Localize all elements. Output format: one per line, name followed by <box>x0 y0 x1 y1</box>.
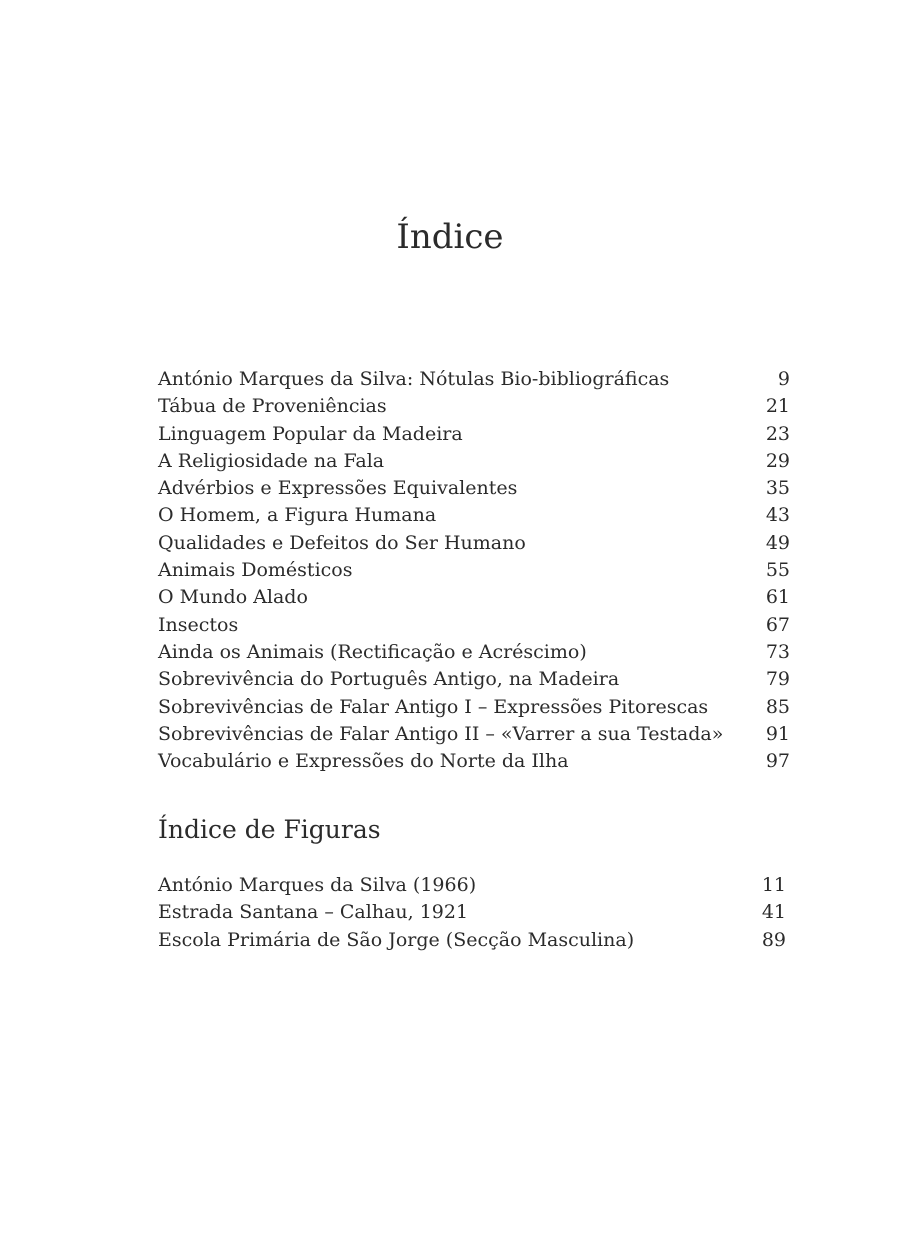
toc-entry-page: 49 <box>765 531 790 554</box>
toc-entry <box>158 502 790 529</box>
toc-entry-label: António Marques da Silva: Nótulas Bio-bibliográficas <box>158 368 670 390</box>
toc-entry <box>158 639 790 666</box>
table-of-contents <box>158 366 790 775</box>
toc-entry-page: 91 <box>765 722 790 745</box>
toc-entry <box>158 475 790 502</box>
toc-entry-page: 61 <box>765 586 790 609</box>
toc-entry-page: 23 <box>765 422 790 445</box>
toc-entry-page: 79 <box>765 668 790 691</box>
toc-entry-label: Sobrevivências de Falar Antigo II – «Varrer a sua Testada» <box>158 722 724 745</box>
toc-entry <box>158 421 790 448</box>
toc-entry <box>158 612 790 639</box>
toc-entry <box>158 721 790 748</box>
toc-entry-label: Ainda os Animais (Rectificação e Acréscimo) <box>158 640 587 663</box>
toc-entry-label: Sobrevivências de Falar Antigo I – Expressões Pitorescas <box>158 695 709 718</box>
toc-entry-label: Sobrevivência do Português Antigo, na Madeira <box>158 668 620 691</box>
toc-entry-page: 35 <box>765 477 790 500</box>
toc-entry-page: 97 <box>765 750 790 773</box>
toc-entry <box>158 748 790 775</box>
toc-entry-page: 21 <box>765 395 790 418</box>
figure-entry-page: 11 <box>761 874 786 896</box>
toc-entry <box>158 557 790 584</box>
figure-entry <box>158 872 786 899</box>
figures-list <box>158 872 786 954</box>
figure-entry-page: 89 <box>761 928 786 951</box>
toc-entry-label: O Homem, a Figura Humana <box>158 504 437 527</box>
toc-entry-label: O Mundo Alado <box>158 586 308 609</box>
toc-entry-label: Advérbios e Expressões Equivalentes <box>158 477 518 500</box>
figures-heading: Índice de Figuras <box>158 815 381 844</box>
figure-entry <box>158 899 786 926</box>
figure-entry <box>158 927 786 954</box>
toc-entry-label: Linguagem Popular da Madeira <box>158 422 463 445</box>
toc-entry-page: 9 <box>777 368 790 390</box>
toc-entry-label: Qualidades e Defeitos do Ser Humano <box>158 531 526 554</box>
toc-entry <box>158 448 790 475</box>
figure-entry-label: Escola Primária de São Jorge (Secção Masculina) <box>158 928 635 951</box>
toc-entry-label: Animais Domésticos <box>158 559 353 582</box>
toc-entry-page: 43 <box>765 504 790 527</box>
toc-entry <box>158 366 790 393</box>
toc-entry-label: Vocabulário e Expressões do Norte da Ilha <box>158 750 569 773</box>
toc-entry <box>158 393 790 420</box>
toc-entry <box>158 530 790 557</box>
figure-entry-page: 41 <box>761 901 786 924</box>
toc-entry-label: Tábua de Proveniências <box>158 395 387 418</box>
toc-entry-page: 67 <box>765 613 790 636</box>
toc-entry-page: 85 <box>765 695 790 718</box>
toc-entry-label: Insectos <box>158 613 239 636</box>
toc-entry <box>158 666 790 693</box>
figure-entry-label: António Marques da Silva (1966) <box>158 874 477 896</box>
toc-entry <box>158 584 790 611</box>
toc-entry-page: 73 <box>765 640 790 663</box>
toc-entry-page: 29 <box>765 449 790 472</box>
page-title: Índice <box>396 217 504 257</box>
figure-entry-label: Estrada Santana – Calhau, 1921 <box>158 901 469 924</box>
toc-entry-label: A Religiosidade na Fala <box>158 449 385 472</box>
toc-entry-page: 55 <box>765 559 790 582</box>
toc-entry <box>158 694 790 721</box>
